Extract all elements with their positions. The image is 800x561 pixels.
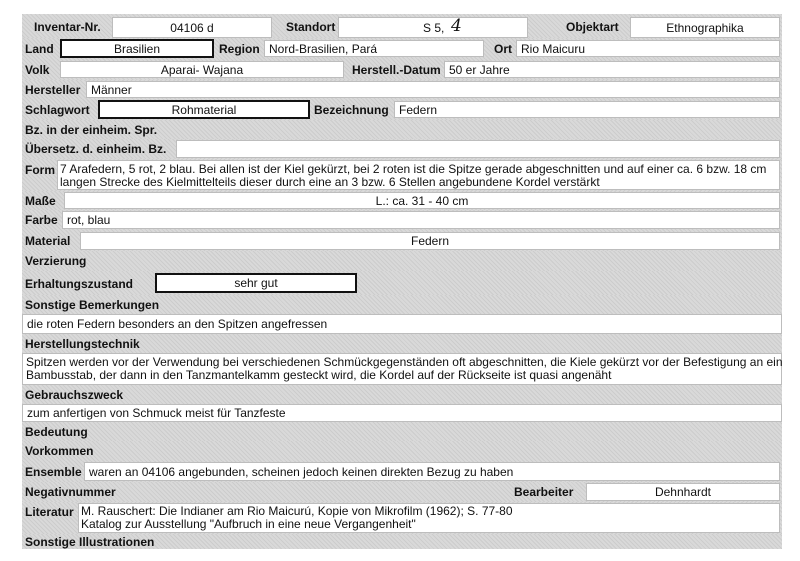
uebersetz-field[interactable] <box>176 140 780 158</box>
erhaltung-label: Erhaltungszustand <box>25 277 134 291</box>
herstell-datum-field[interactable] <box>444 61 780 78</box>
masse-label: Maße <box>25 194 56 208</box>
gebrauchszweck-value: zum anfertigen von Schmuck meist für Tanzfeste <box>27 406 286 420</box>
region-field[interactable] <box>264 40 484 57</box>
herstell-datum-value: 50 er Jahre <box>449 62 510 77</box>
literatur-line-2: Katalog zur Ausstellung "Aufbruch in eine neue Vergangenheit" <box>81 517 416 531</box>
technik-line-2: Bambusstab, der dann in den Tanzmantelkamm gesteckt wird, die Kordel auf der Rückseite ist quasi angenäht <box>26 368 612 382</box>
standort-field[interactable] <box>338 17 528 38</box>
schlagwort-value: Rohmaterial <box>171 102 237 117</box>
literatur-line-1: M. Rauschert: Die Indianer am Rio Maicurú, Kopie von Mikrofilm (1962); S. 77-80 <box>81 504 513 518</box>
herstell-datum-label: Herstell.-Datum <box>352 63 441 77</box>
objektart-field[interactable] <box>630 17 780 38</box>
form-label: Form <box>25 163 55 177</box>
bemerkungen-value: die roten Federn besonders an den Spitzen angefressen <box>27 317 328 331</box>
vorkommen-row <box>22 441 782 461</box>
schlagwort-label: Schlagwort <box>25 103 90 117</box>
land-field[interactable] <box>60 39 214 58</box>
ort-label: Ort <box>494 42 512 56</box>
verzierung-row <box>22 251 782 271</box>
erhaltung-field[interactable] <box>155 273 357 293</box>
ensemble-field[interactable] <box>84 462 780 481</box>
farbe-field[interactable] <box>62 211 780 229</box>
inventar-value: 04106 d <box>170 20 214 35</box>
bedeutung-label: Bedeutung <box>25 425 88 439</box>
land-value: Brasilien <box>113 41 161 56</box>
vorkommen-label: Vorkommen <box>25 444 94 458</box>
volk-value: Aparai- Wajana <box>160 62 244 77</box>
masse-value: L.: ca. 31 - 40 cm <box>375 193 469 208</box>
objektart-value: Ethnographika <box>666 20 744 35</box>
bezeichnung-value: Federn <box>399 102 438 117</box>
erhaltung-value: sehr gut <box>234 276 278 290</box>
herstellungstechnik-label: Herstellungstechnik <box>25 337 140 351</box>
bearbeiter-label: Bearbeiter <box>514 485 574 499</box>
material-label: Material <box>25 234 71 248</box>
objektart-label: Objektart <box>566 20 619 34</box>
bezeichnung-label: Bezeichnung <box>314 103 389 117</box>
verzierung-label: Verzierung <box>25 254 87 268</box>
volk-field[interactable] <box>60 61 344 78</box>
bz-einheim-label: Bz. in der einheim. Spr. <box>25 123 158 137</box>
hersteller-value: Männer <box>91 82 132 97</box>
masse-field[interactable] <box>64 192 780 209</box>
bemerkungen-label: Sonstige Bemerkungen <box>25 298 160 312</box>
bearbeiter-value: Dehnhardt <box>654 485 712 499</box>
form-line-1: 7 Arafedern, 5 rot, 2 blau. Bei allen ist der Kiel gekürzt, bei 2 roten ist die Spitze gerade abgeschnitten und auf einer ca. 6 bzw. 18 cm <box>60 162 767 176</box>
illustrationen-label: Sonstige Illustrationen <box>25 535 155 549</box>
bemerkungen-field[interactable] <box>22 314 782 334</box>
standort-label: Standort <box>286 20 336 34</box>
ort-field[interactable] <box>516 40 780 57</box>
gebrauchszweck-row <box>22 385 782 404</box>
schlagwort-field[interactable] <box>98 100 310 119</box>
bezeichnung-field[interactable] <box>394 101 780 118</box>
ensemble-value: waren an 04106 angebunden, scheinen jedoch keinen direkten Bezug zu haben <box>89 464 514 479</box>
uebersetz-label: Übersetz. d. einheim. Bz. <box>25 142 167 156</box>
volk-label: Volk <box>25 63 50 77</box>
bearbeiter-field[interactable] <box>586 483 780 501</box>
region-label: Region <box>219 42 260 56</box>
ort-value: Rio Maicuru <box>521 41 586 56</box>
farbe-label: Farbe <box>25 213 58 227</box>
inventar-field[interactable] <box>112 17 272 38</box>
ensemble-label: Ensemble <box>25 465 82 479</box>
gebrauchszweck-label: Gebrauchszweck <box>25 388 124 402</box>
form-line-2: langen Strecke des Kielmittelteils dieser durch eine an 3 bzw. 6 Stellen angebundene Kordel verstärkt <box>60 175 600 189</box>
material-field[interactable] <box>80 232 780 250</box>
bedeutung-row <box>22 422 782 441</box>
region-value: Nord-Brasilien, Pará <box>269 41 378 56</box>
literatur-label: Literatur <box>25 505 74 519</box>
erhaltung-row <box>22 271 782 295</box>
farbe-value: rot, blau <box>67 213 111 227</box>
hersteller-field[interactable] <box>86 81 780 98</box>
negativnummer-label: Negativnummer <box>25 485 116 499</box>
land-label: Land <box>25 42 54 56</box>
standort-handwritten: 4 <box>451 16 462 36</box>
gebrauchszweck-field[interactable] <box>22 404 782 422</box>
standort-value: S 5, <box>423 21 445 35</box>
technik-line-1: Spitzen werden vor der Verwendung bei verschiedenen Schmückgegenständen oft abgeschnitten, die Kiele gekürzt vor der Befestigung an ein <box>26 355 783 369</box>
inventar-label: Inventar-Nr. <box>34 20 101 34</box>
material-value: Federn <box>410 234 450 248</box>
hersteller-label: Hersteller <box>25 83 81 97</box>
